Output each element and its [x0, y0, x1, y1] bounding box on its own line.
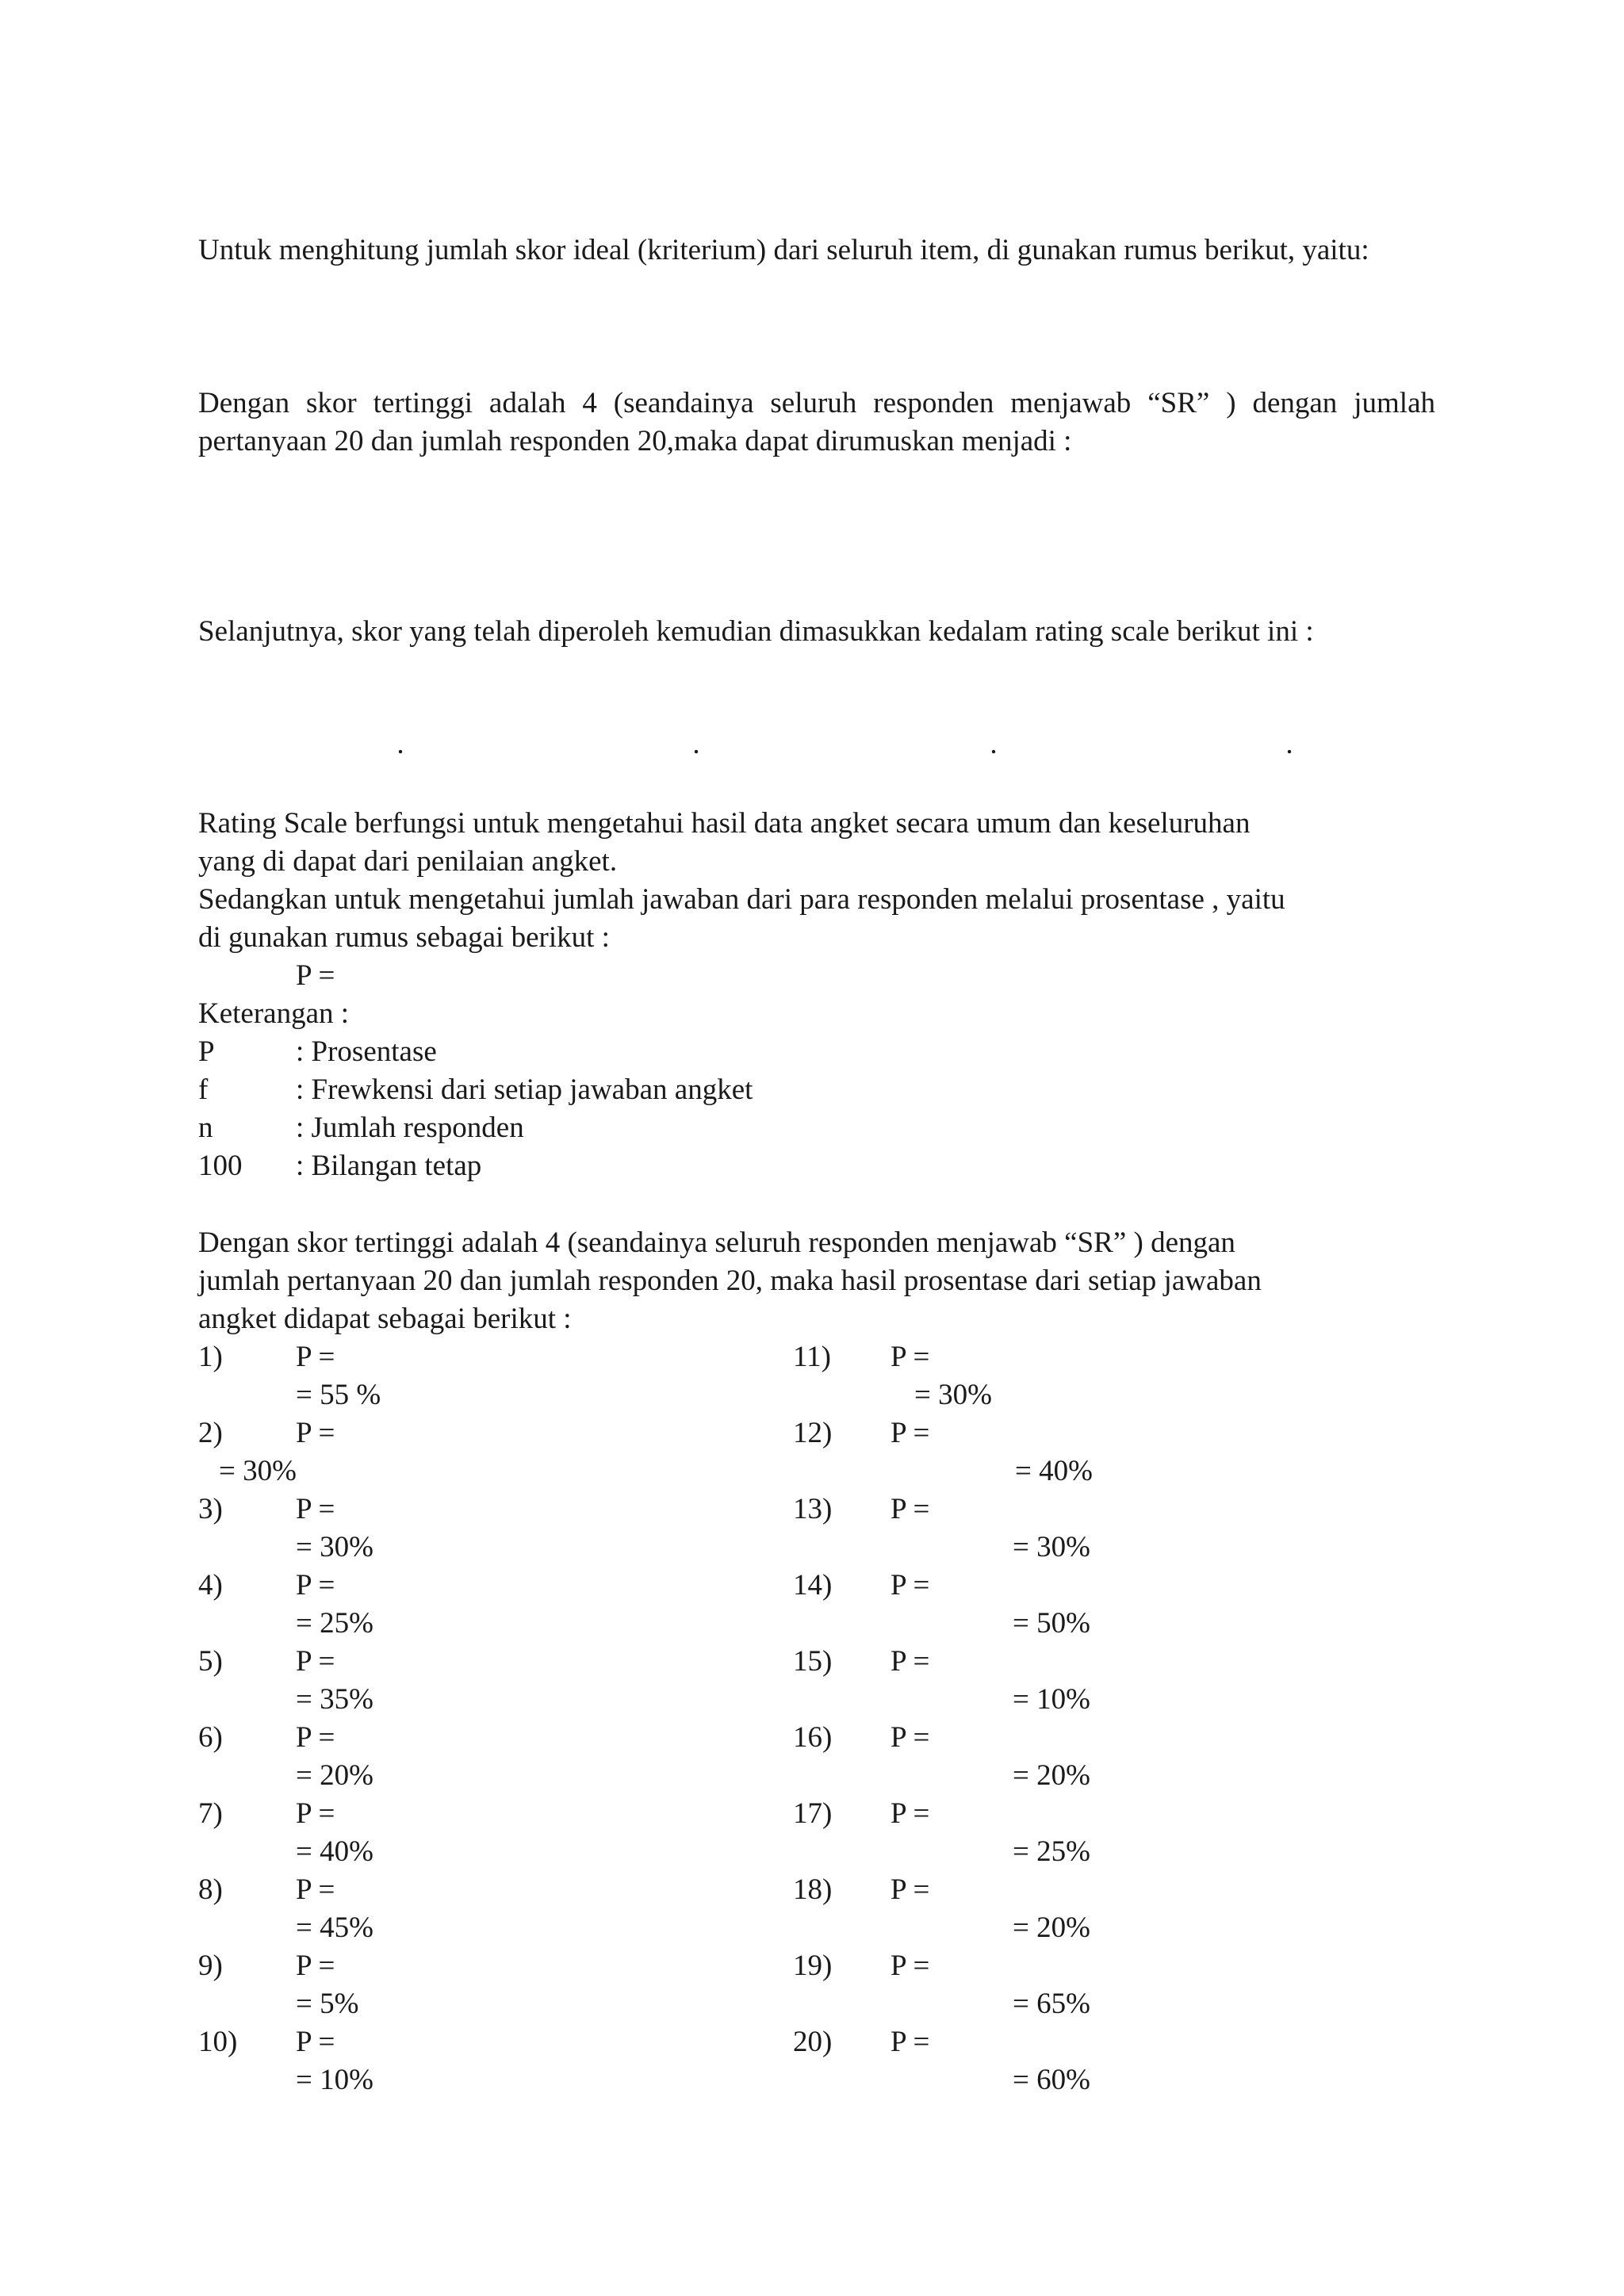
result-formula: P = — [296, 1417, 335, 1449]
result-number: 17) — [793, 1797, 833, 1830]
result-intro-line-3: angket didapat sebagai berikut : — [198, 1303, 572, 1335]
result-formula: P = — [296, 1721, 335, 1754]
result-number: 18) — [793, 1873, 833, 1906]
result-value: = 55 % — [296, 1379, 381, 1411]
result-value: = 5% — [296, 1988, 359, 2020]
result-formula: P = — [296, 1950, 335, 1982]
result-number: 8) — [198, 1873, 223, 1906]
rating-scale-dot-4: . — [1285, 728, 1293, 760]
result-formula: P = — [296, 1645, 335, 1678]
result-number: 2) — [198, 1417, 223, 1449]
legend-symbol: n — [198, 1112, 213, 1144]
result-value: = 30% — [1013, 1531, 1090, 1563]
result-formula: P = — [296, 1341, 335, 1373]
result-number: 16) — [793, 1721, 833, 1754]
result-value: = 20% — [1013, 1759, 1090, 1792]
legend-symbol: P — [198, 1035, 215, 1068]
result-formula: P = — [891, 1493, 930, 1525]
rating-function-line-1: Rating Scale berfungsi untuk mengetahui hasil data angket secara umum dan keseluruhan — [198, 807, 1251, 840]
result-value: = 10% — [296, 2064, 373, 2096]
result-formula: P = — [891, 1417, 930, 1449]
rating-intro-paragraph: Selanjutnya, skor yang telah diperoleh kemudian dimasukkan kedalam rating scale berikut ini : — [198, 615, 1314, 648]
result-formula: P = — [296, 1569, 335, 1601]
legend-title: Keterangan : — [198, 997, 350, 1030]
result-formula: P = — [296, 1493, 335, 1525]
result-value: = 40% — [1015, 1455, 1093, 1487]
result-formula: P = — [296, 2026, 335, 2058]
result-number: 10) — [198, 2026, 238, 2058]
result-number: 1) — [198, 1341, 223, 1373]
result-number: 11) — [793, 1341, 831, 1373]
result-number: 20) — [793, 2026, 833, 2058]
result-value: = 20% — [1013, 1911, 1090, 1944]
result-number: 15) — [793, 1645, 833, 1678]
result-value: = 10% — [1013, 1683, 1090, 1716]
result-formula: P = — [891, 1797, 930, 1830]
result-number: 19) — [793, 1950, 833, 1982]
legend-symbol: f — [198, 1073, 209, 1106]
result-number: 12) — [793, 1417, 833, 1449]
result-number: 14) — [793, 1569, 833, 1601]
highest-score-paragraph: Dengan skor tertinggi adalah 4 (seandainya seluruh responden menjawab “SR” ) dengan jumlah pertanyaan 20 dan jumlah responden 20,maka dapat dirumuskan menjadi : — [198, 387, 1435, 457]
result-intro-line-1: Dengan skor tertinggi adalah 4 (seandainya seluruh responden menjawab “SR” ) dengan — [198, 1226, 1235, 1259]
result-value: = 25% — [296, 1607, 373, 1640]
result-value: = 25% — [1013, 1835, 1090, 1868]
rating-scale-dot-2: . — [692, 728, 700, 760]
result-value: = 35% — [296, 1683, 373, 1716]
result-number: 9) — [198, 1950, 223, 1982]
rating-scale-dot-1: . — [396, 728, 404, 760]
result-number: 3) — [198, 1493, 223, 1525]
result-formula: P = — [891, 1873, 930, 1906]
result-intro-line-2: jumlah pertanyaan 20 dan jumlah responden 20, maka hasil prosentase dari setiap jawaban — [198, 1265, 1262, 1297]
legend-desc: : Frewkensi dari setiap jawaban angket — [296, 1073, 753, 1106]
formula-label: P = — [296, 959, 335, 992]
percentage-intro-line-1: Sedangkan untuk mengetahui jumlah jawaban dari para responden melalui prosentase , yaitu — [198, 883, 1285, 916]
result-number: 5) — [198, 1645, 223, 1678]
result-formula: P = — [891, 1950, 930, 1982]
result-value: = 45% — [296, 1911, 373, 1944]
result-formula: P = — [296, 1797, 335, 1830]
result-number: 7) — [198, 1797, 223, 1830]
result-formula: P = — [891, 1569, 930, 1601]
result-value: = 65% — [1013, 1988, 1090, 2020]
result-value: = 30% — [296, 1531, 373, 1563]
result-value: = 50% — [1013, 1607, 1090, 1640]
legend-desc: : Jumlah responden — [296, 1112, 524, 1144]
rating-function-line-2: yang di dapat dari penilaian angket. — [198, 845, 618, 878]
result-value: = 20% — [296, 1759, 373, 1792]
legend-desc: : Bilangan tetap — [296, 1150, 482, 1182]
result-value: = 40% — [296, 1835, 373, 1868]
result-formula: P = — [891, 1645, 930, 1678]
intro-paragraph: Untuk menghitung jumlah skor ideal (kriterium) dari seluruh item, di gunakan rumus berikut, yaitu: — [198, 234, 1369, 266]
result-number: 6) — [198, 1721, 223, 1754]
result-formula: P = — [891, 1341, 930, 1373]
result-formula: P = — [891, 2026, 930, 2058]
result-value: = 30% — [219, 1455, 297, 1487]
result-value: = 60% — [1013, 2064, 1090, 2096]
result-value: = 30% — [914, 1379, 992, 1411]
result-number: 4) — [198, 1569, 223, 1601]
result-number: 13) — [793, 1493, 833, 1525]
rating-scale-dot-3: . — [990, 728, 998, 760]
percentage-intro-line-2: di gunakan rumus sebagai berikut : — [198, 921, 610, 954]
result-formula: P = — [891, 1721, 930, 1754]
legend-desc: : Prosentase — [296, 1035, 437, 1068]
legend-symbol: 100 — [198, 1150, 243, 1182]
result-formula: P = — [296, 1873, 335, 1906]
